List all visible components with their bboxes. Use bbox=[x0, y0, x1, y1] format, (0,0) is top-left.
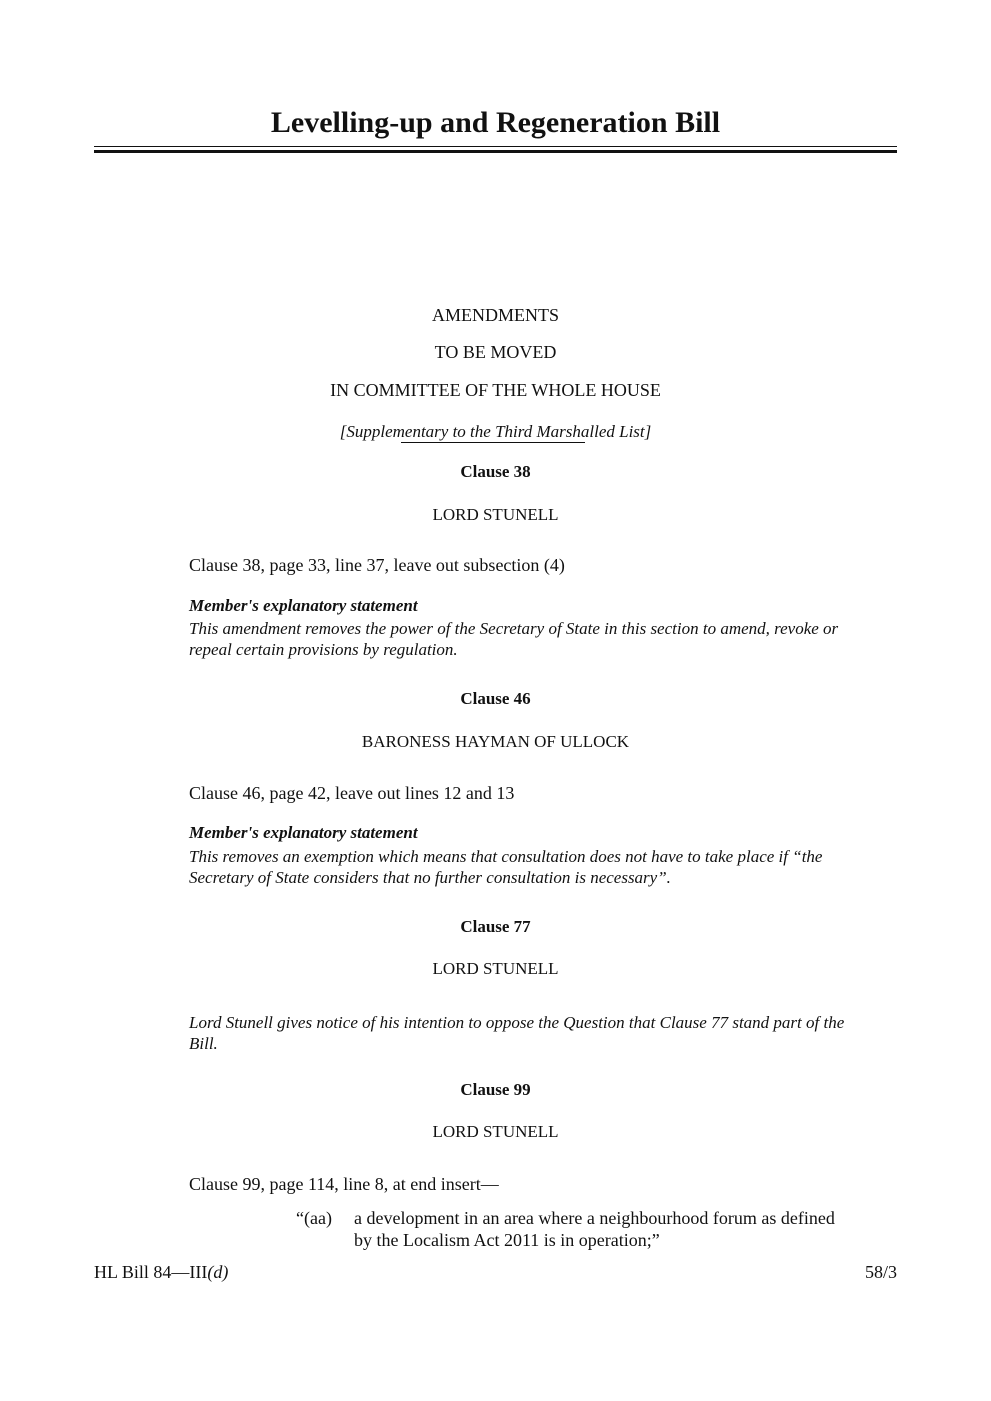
insert-text bbox=[354, 1207, 899, 1251]
document-title: Levelling-up and Regeneration Bill bbox=[270, 106, 721, 139]
statement-body bbox=[189, 618, 899, 660]
inserted-paragraph bbox=[296, 1207, 899, 1251]
title-rule-thin bbox=[94, 146, 897, 147]
heading-to-be-moved: TO BE MOVED bbox=[434, 342, 557, 362]
statement-heading: Member's explanatory statement bbox=[189, 596, 418, 615]
notice-line: Lord Stunell gives notice of his intention to oppose the Question that Clause 77 stand part of the bbox=[189, 1013, 845, 1032]
amendment-text: Clause 99, page 114, line 8, at end insert— bbox=[189, 1174, 499, 1194]
amendment-text: Clause 38, page 33, line 37, leave out subsection (4) bbox=[189, 555, 565, 575]
subheading-underline bbox=[401, 442, 585, 443]
bill-reference bbox=[94, 1262, 228, 1283]
insert-line: a development in an area where a neighbourhood forum as defined bbox=[354, 1208, 835, 1228]
notice-line: Bill. bbox=[189, 1034, 218, 1053]
clause-heading: Clause 46 bbox=[460, 689, 531, 708]
insert-line: by the Localism Act 2011 is in operation;” bbox=[354, 1230, 660, 1250]
statement-line: repeal certain provisions by regulation. bbox=[189, 640, 458, 659]
member-name: LORD STUNELL bbox=[432, 1122, 559, 1141]
page-reference: 58/3 bbox=[864, 1262, 897, 1282]
statement-body bbox=[189, 846, 899, 888]
clause-heading: Clause 38 bbox=[460, 462, 531, 481]
member-name: BARONESS HAYMAN OF ULLOCK bbox=[361, 732, 630, 751]
member-name: LORD STUNELL bbox=[432, 505, 559, 524]
heading-committee: IN COMMITTEE OF THE WHOLE HOUSE bbox=[330, 380, 661, 400]
insert-number: “(aa) bbox=[296, 1208, 332, 1228]
clause-heading: Clause 99 bbox=[460, 1080, 531, 1099]
title-rule-thick bbox=[94, 150, 897, 153]
statement-line: This amendment removes the power of the Secretary of State in this section to amend, revoke or bbox=[189, 619, 839, 638]
statement-line: This removes an exemption which means that consultation does not have to take place if “the bbox=[189, 847, 823, 866]
heading-amendments: AMENDMENTS bbox=[431, 305, 559, 325]
bill-reference-suffix: (d) bbox=[207, 1262, 229, 1282]
amendment-text: Clause 46, page 42, leave out lines 12 and 13 bbox=[189, 783, 515, 803]
notice-text bbox=[189, 1012, 899, 1054]
bill-reference-number: HL Bill 84—III bbox=[94, 1262, 208, 1282]
member-name: LORD STUNELL bbox=[432, 959, 559, 978]
statement-heading: Member's explanatory statement bbox=[189, 823, 418, 842]
statement-line: Secretary of State considers that no further consultation is necessary”. bbox=[189, 868, 671, 887]
subheading: [Supplementary to the Third Marshalled List] bbox=[339, 422, 652, 441]
clause-heading: Clause 77 bbox=[460, 917, 531, 936]
